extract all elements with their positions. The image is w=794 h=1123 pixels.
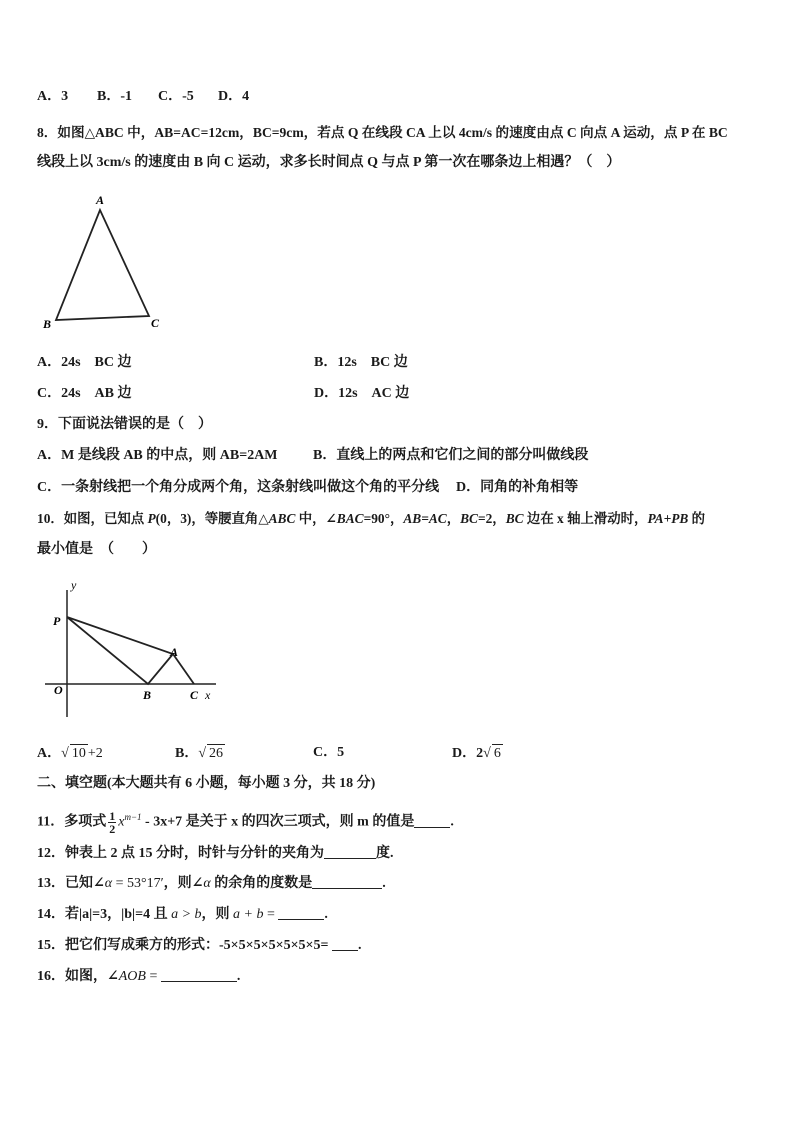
q8-label-c: C (151, 316, 160, 330)
q10-label-a: A (170, 645, 179, 659)
q10-option-d: D．2√ 6 (452, 746, 501, 761)
q8-triangle-figure (38, 190, 168, 335)
q12-line: 12．钟表上 2 点 15 分时，时针与分针的夹角为 度. (37, 846, 394, 861)
q13-answer-blank[interactable] (312, 874, 382, 889)
q10-option-b: B．√ 26 (175, 746, 224, 761)
q8-option-d: D．12s AC 边 (314, 386, 410, 401)
q10-label-p: P (53, 614, 61, 628)
q9-option-a: A．M 是线段 AB 的中点，则 AB=2AM (37, 448, 278, 463)
q16-answer-blank[interactable] (161, 967, 237, 982)
q10-label-b: B (143, 688, 152, 702)
q8-label-b: B (43, 317, 52, 331)
q10-label-o: O (54, 683, 63, 697)
q11-fraction: $\frac{1}{2}$ (109, 808, 116, 836)
q10-label-x: x (205, 688, 211, 702)
q11-answer-blank[interactable] (414, 813, 450, 828)
q10-coordinate-figure (38, 575, 228, 725)
q9-stem: 9．下面说法错误的是（ ） (37, 417, 212, 432)
q16-line: 16．如图，∠AOB = . (37, 969, 241, 984)
q13-line: 13．已知∠α = 53°17′，则∠α 的余角的度数是 . (37, 876, 386, 891)
q12-answer-blank[interactable] (324, 844, 376, 859)
section-2-heading: 二、填空题(本大题共有 6 小题，每小题 3 分，共 18 分) (37, 776, 376, 791)
q8-option-a: A．24s BC 边 (37, 355, 132, 370)
q14-answer-blank[interactable] (278, 905, 324, 920)
q10-label-c: C (190, 688, 199, 702)
q10-option-a: A．√ 10 +2 (37, 746, 103, 761)
q7-option-b: B．-1 (97, 89, 132, 104)
q7-option-c: C．-5 (158, 89, 194, 104)
q9-option-d: D．同角的补角相等 (456, 480, 579, 495)
q9-option-c: C．一条射线把一个角分成两个角，这条射线叫做这个角的平分线 (37, 480, 440, 495)
q8-option-c: C．24s AB 边 (37, 386, 132, 401)
q10-stem-line1: 10．如图，已知点 P(0，3)，等腰直角△ABC 中，∠BAC=90°，AB=AC，BC=2，BC 边在 x 轴上滑动时，PA+PB 的 (37, 511, 706, 526)
q7-option-a: A．3 (37, 89, 69, 104)
q9-option-b: B．直线上的两点和它们之间的部分叫做线段 (313, 448, 589, 463)
q15-line: 15．把它们写成乘方的形式：-5×5×5×5×5×5×5= . (37, 938, 362, 953)
q8-label-a: A (96, 193, 105, 207)
q7-option-d: D．4 (218, 89, 250, 104)
q15-answer-blank[interactable] (332, 936, 358, 951)
q8-stem-line2: 线段上以 3cm/s 的速度由 B 向 C 运动，求多长时间点 Q 与点 P 第一次在哪条边上相遇？（ ） (37, 155, 621, 170)
q8-stem-line1: 8．如图△ABC 中，AB=AC=12cm，BC=9cm，若点 Q 在线段 CA 上以 4cm/s 的速度由点 C 向点 A 运动，点 P 在 BC (37, 125, 728, 140)
q10-option-c: C．5 (313, 745, 345, 760)
q14-line: 14．若|a|=3，|b|=4 且 a > b，则 a + b = . (37, 907, 328, 922)
q11-line: 11．多项式 $\frac{1}{2}$ $x^{m-1} - 3x+7$ 是关于 x 的四次三项式，则 m 的值是 . (37, 808, 454, 836)
q10-stem-line2: 最小值是 （ ） (37, 542, 156, 557)
q10-label-y: y (71, 578, 77, 592)
q8-option-b: B．12s BC 边 (314, 355, 408, 370)
